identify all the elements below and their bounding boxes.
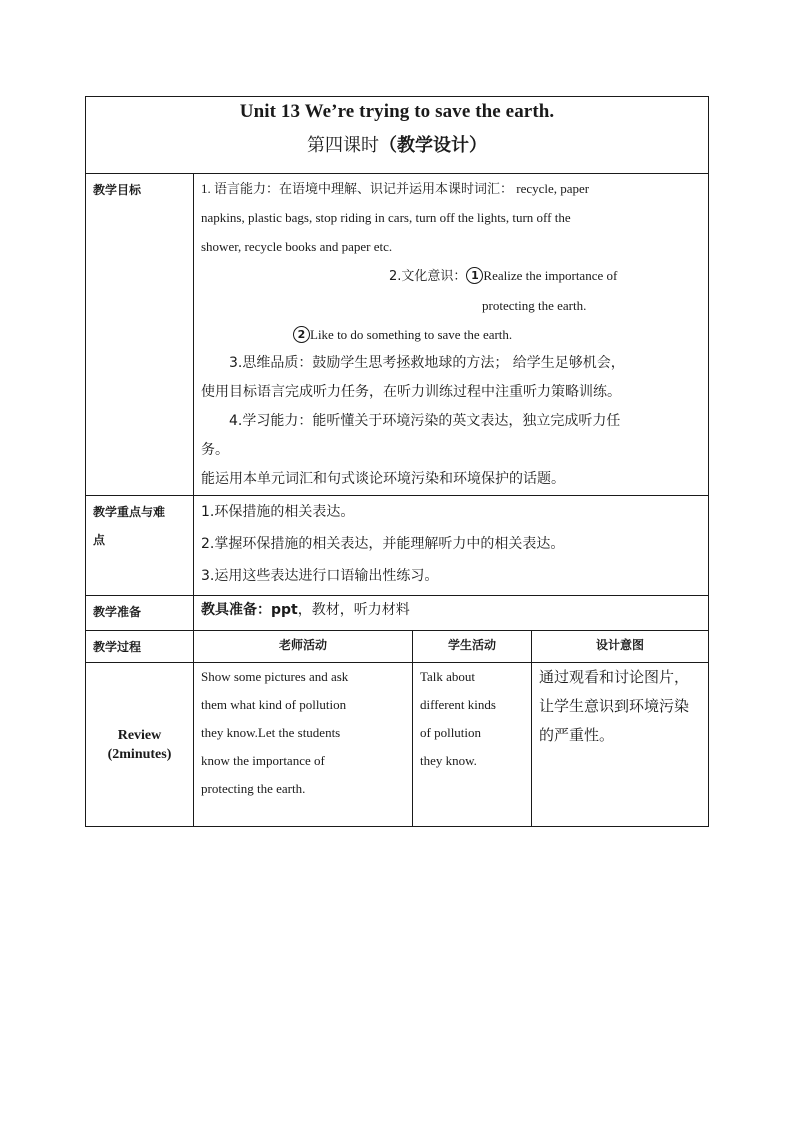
process-header-row [86, 631, 709, 663]
preparation-label-text: 教学准备 [93, 605, 142, 619]
key-points-content [194, 496, 709, 596]
key-points-row [86, 496, 709, 596]
student-line-1: Talk about [420, 669, 476, 684]
key-points-label [86, 496, 194, 596]
objectives-row [86, 174, 709, 496]
thinking-line-2: 使用目标语言完成听力任务，在听力训练过程中注重听力策略训练。 [201, 384, 621, 400]
teacher-line-3: they know.Let the students [201, 725, 341, 740]
circled-number-2: 2 [293, 326, 310, 343]
teacher-line-2: them what kind of pollution [201, 697, 347, 712]
preparation-line [201, 596, 702, 624]
lesson-plan-table [85, 96, 709, 827]
preparation-bold: 教具准备：ppt [201, 602, 298, 618]
design-line-2: 让学生意识到环境污染 [539, 697, 690, 715]
key-point-2: 2.掌握环保措施的相关表达，并能理解听力中的相关表达。 [201, 536, 565, 552]
title-chinese-bold: （教学设计） [379, 135, 488, 156]
culture-item2-line [201, 320, 702, 349]
culture-item1-a: Realize the importance of [483, 268, 618, 283]
learning-line-2: 务。 [201, 442, 229, 458]
review-stage-duration: (2minutes) [107, 746, 172, 762]
objectives-content [194, 174, 709, 496]
culture-line [201, 261, 702, 291]
process-review-row [86, 663, 709, 827]
key-point-3: 3.运用这些表达进行口语输出性练习。 [201, 568, 439, 584]
learning-line-1: 4.学习能力：能听懂关于环境污染的英文表达，独立完成听力任 [229, 413, 621, 429]
col-header-student: 学生活动 [413, 631, 532, 663]
col-header-teacher: 老师活动 [194, 631, 413, 663]
title-english: Unit 13 We’re trying to save the earth. [239, 101, 555, 122]
learning-line-3: 能运用本单元词汇和句式谈论环境污染和环境保护的话题。 [201, 471, 565, 487]
student-line-2: different kinds [420, 697, 496, 712]
title-cell [86, 97, 709, 174]
key-points-label-2: 点 [93, 533, 106, 547]
col-header-design: 设计意图 [532, 631, 709, 663]
objectives-label [86, 174, 194, 496]
preparation-content [194, 596, 709, 631]
preparation-label [86, 596, 194, 631]
review-student-activity [413, 663, 532, 827]
objective-line-2: napkins, plastic bags, stop riding in cars, turn off the lights, turn off the [201, 210, 571, 225]
process-label-text: 教学过程 [93, 640, 142, 654]
objective-line-1: 1. 语言能力：在语境中理解、识记并运用本课时词汇： recycle, paper [201, 181, 590, 196]
review-stage-name: Review [117, 727, 162, 743]
culture-item1-b: protecting the earth. [482, 298, 587, 313]
design-line-1: 通过观看和讨论图片， [539, 668, 690, 686]
thinking-line-1: 3.思维品质：鼓励学生思考拯救地球的方法； 给学生足够机会， [229, 355, 625, 371]
key-point-1: 1.环保措施的相关表达。 [201, 504, 355, 520]
key-points-label-1: 教学重点与难 [93, 505, 166, 519]
title-chinese [86, 131, 708, 157]
review-design-intent [532, 663, 709, 827]
review-stage-cell [86, 663, 194, 827]
objectives-label-text: 教学目标 [93, 183, 142, 197]
preparation-rest: ，教材，听力材料 [297, 602, 410, 618]
culture-item2: Like to do something to save the earth. [310, 327, 513, 342]
preparation-row [86, 596, 709, 631]
culture-prefix: 2.文化意识： [389, 269, 467, 284]
design-line-3: 的严重性。 [539, 726, 615, 744]
review-teacher-activity [194, 663, 413, 827]
student-line-3: of pollution [420, 725, 482, 740]
circled-number-1: 1 [466, 267, 483, 284]
teacher-line-5: protecting the earth. [201, 781, 306, 796]
teacher-line-4: know the importance of [201, 753, 325, 768]
title-chinese-plain: 第四课时 [307, 135, 380, 156]
title-row [86, 97, 709, 174]
student-line-4: they know. [420, 753, 477, 768]
teacher-line-1: Show some pictures and ask [201, 669, 349, 684]
process-label [86, 631, 194, 663]
objective-line-3: shower, recycle books and paper etc. [201, 239, 393, 254]
